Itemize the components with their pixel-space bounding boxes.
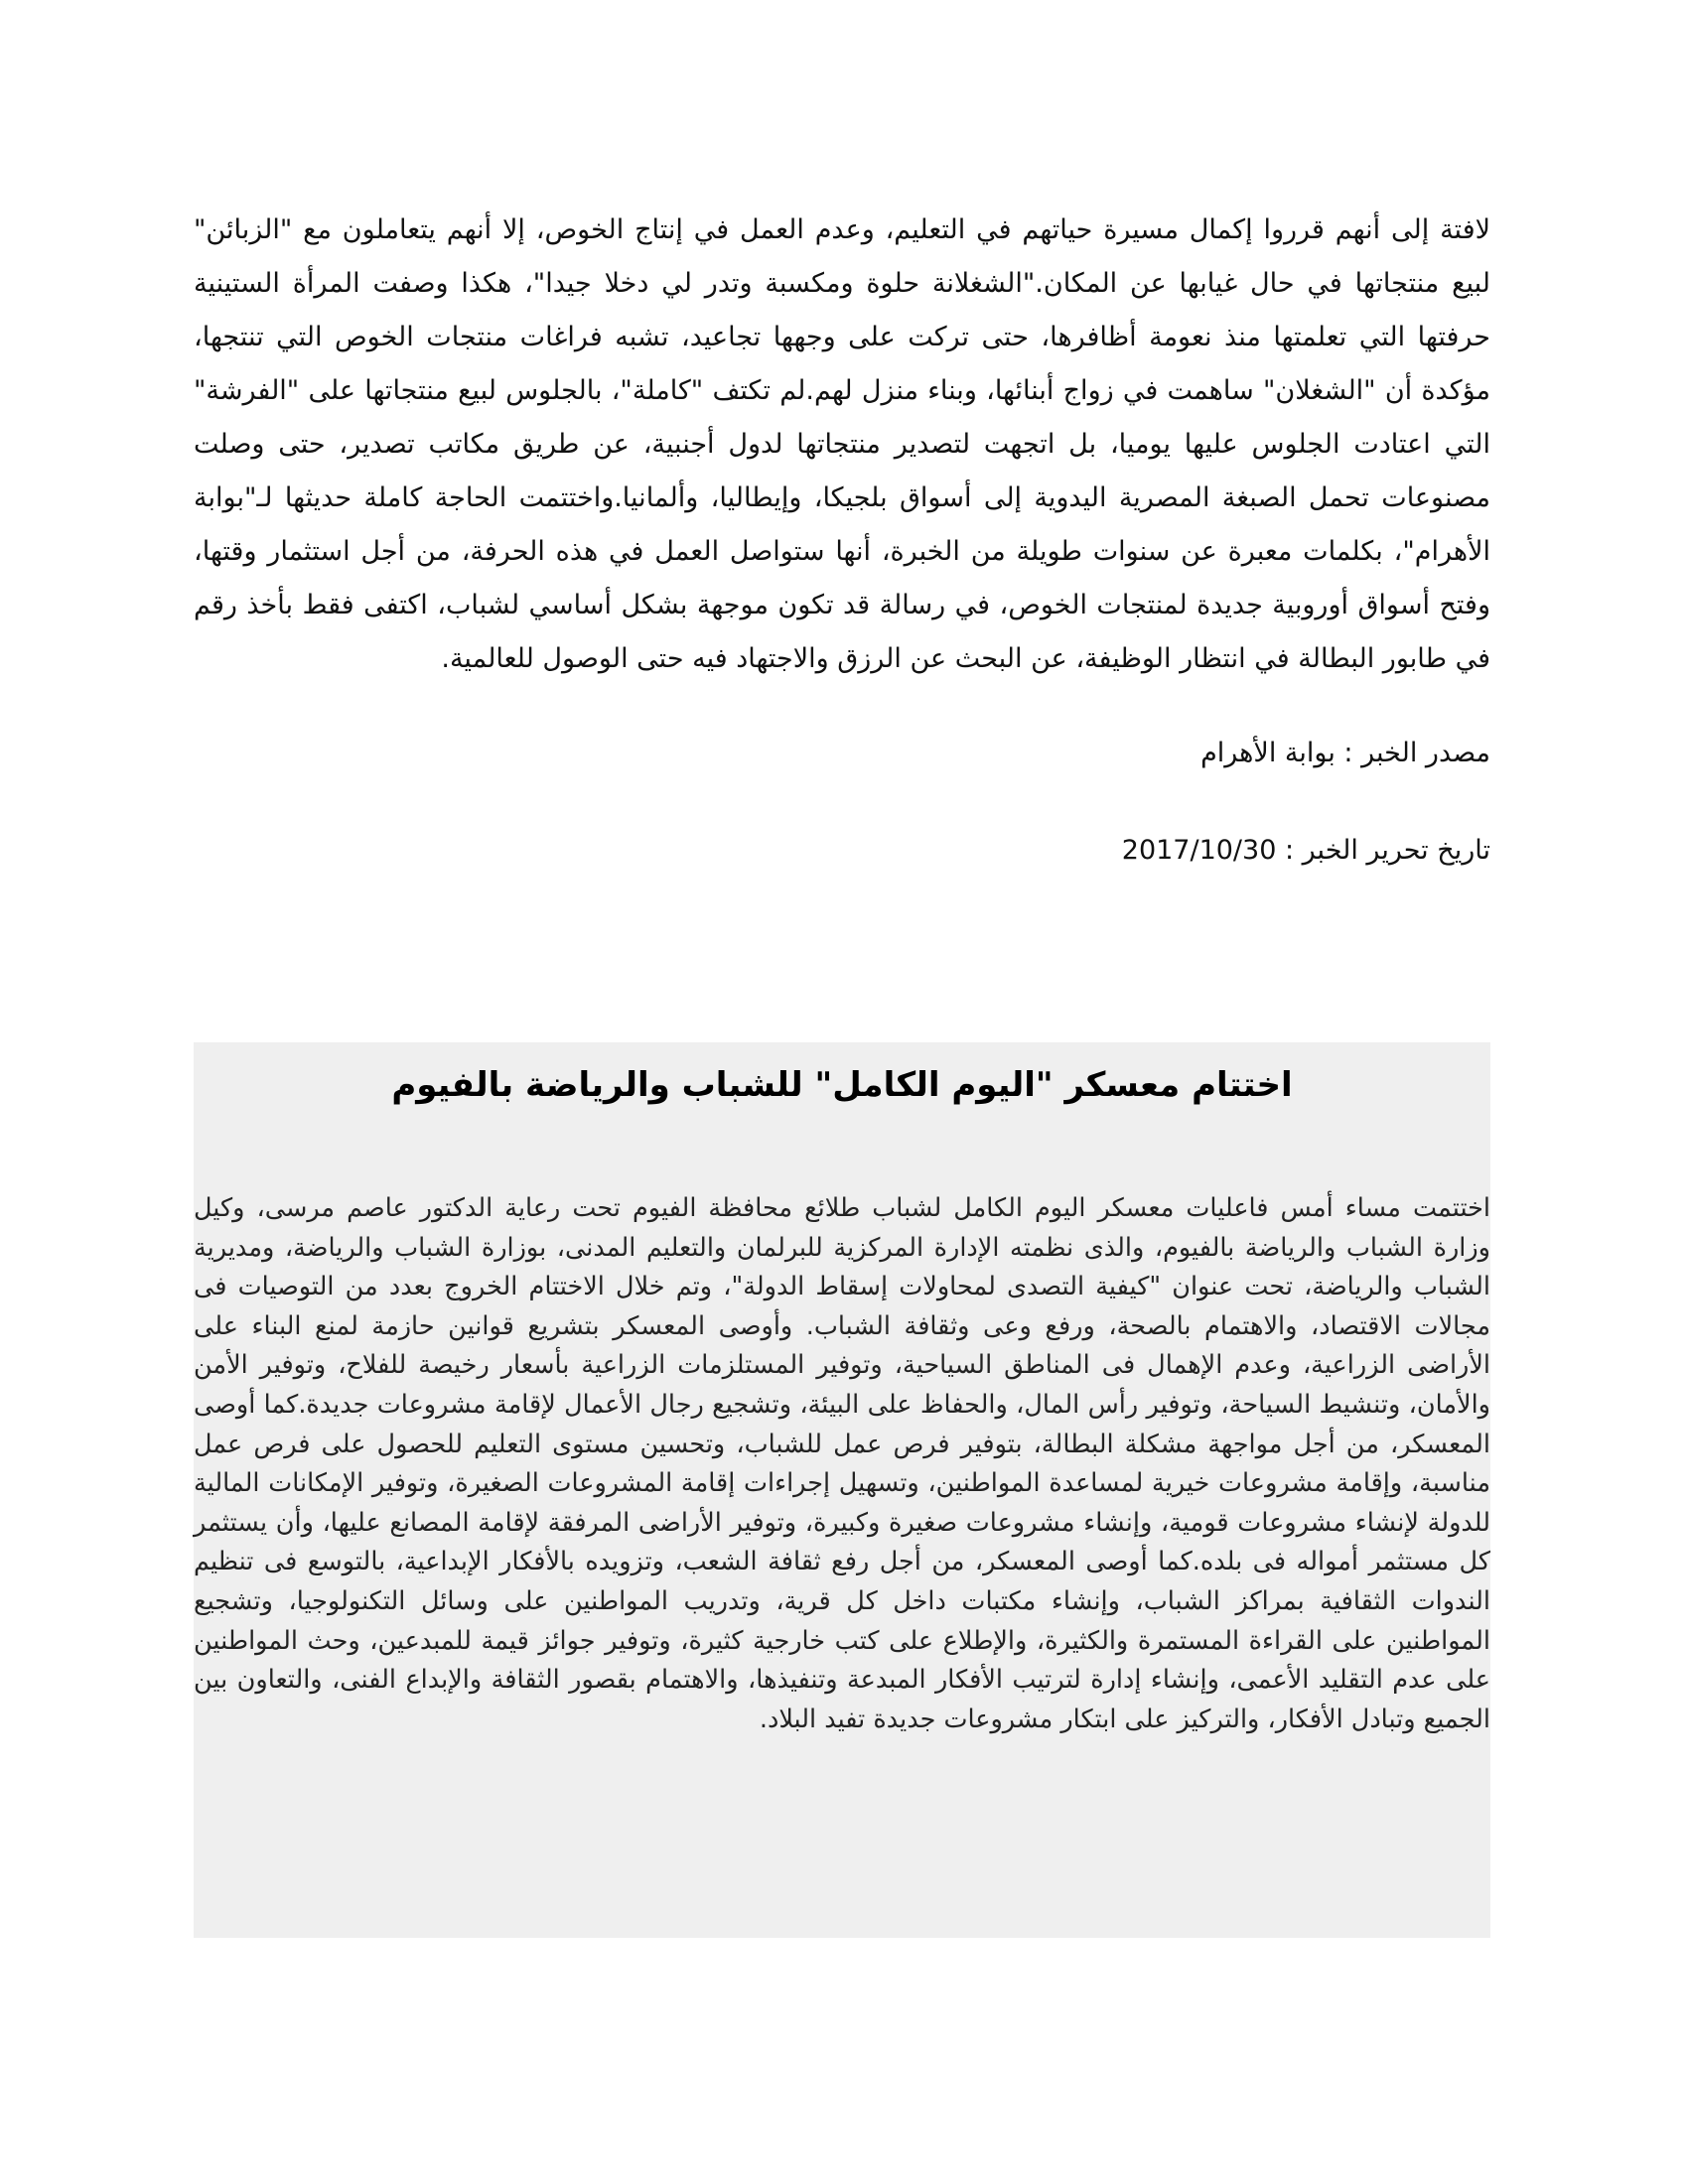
article-body-paragraph-2: اختتمت مساء أمس فاعليات معسكر اليوم الكامل لشباب طلائع محافظة الفيوم تحت رعاية الدكتور عاصم مرسى، وكيل وزارة الشباب والرياضة بالفيوم، والذى نظمته الإدارة المركزية للبرلمان والتعليم المدنى، بوزارة الشباب والرياضة، ومديرية الشباب والرياضة، تحت عنوان "كيفية التصدى لمحاولات إسقاط الدولة"، وتم خلال الاختتام الخروج بعدد من التوصيات فى مجالات الاقتصاد، والاهتمام بالصحة، ورفع وعى وثقافة الشباب. وأوصى المعسكر بتشريع قوانين حازمة لمنع البناء على الأراضى الزراعية، وعدم الإهمال فى المناطق السياحية، وتوفير المستلزمات الزراعية بأسعار رخيصة للفلاح، وتوفير الأمن والأمان، وتنشيط السياحة، وتوفير رأس المال، والحفاظ على البيئة، وتشجيع رجال الأعمال لإقامة مشروعات جديدة.كما أوصى المعسكر، من أجل مواجهة مشكلة البطالة، بتوفير فرص عمل للشباب، وتحسين مستوى التعليم للحصول على فرص عمل مناسبة، وإقامة مشروعات خيرية لمساعدة المواطنين، وتسهيل إجراءات إقامة المشروعات الصغيرة، وتوفير الإمكانات المالية للدولة لإنشاء مشروعات قومية، وإنشاء مشروعات صغيرة وكبيرة، وتوفير الأراضى المرفقة لإقامة المصانع عليها، وأن يستثمر كل مستثمر أمواله فى بلده.كما أوصى المعسكر، من أجل رفع ثقافة الشعب، وتزويده بالأفكار الإبداعية، بالتوسع فى تنظيم الندوات الثقافية بمراكز الشباب، وإنشاء مكتبات داخل كل قرية، وتدريب المواطنين على وسائل التكنولوجيا، وتشجيع المواطنين على القراءة المستمرة والكثيرة، والإطلاع على كتب خارجية كثيرة، وتوفير جوائز قيمة للمبدعين، وحث المواطنين على عدم التقليد الأعمى، وإنشاء إدارة لترتيب الأفكار المبدعة وتنفيذها، والاهتمام بقصور الثقافة والإبداع الفنى، والتعاون بين الجميع وتبادل الأفكار، والتركيز على ابتكار مشروعات جديدة تفيد البلاد. — [194, 1193, 1490, 1734]
news-source-line: مصدر الخبر : بوابة الأهرام — [1200, 738, 1490, 768]
article-body-paragraph: لافتة إلى أنهم قرروا إكمال مسيرة حياتهم في التعليم، وعدم العمل في إنتاج الخوص، إلا أنهم يتعاملون مع "الزبائن" لبيع منتجاتها في حال غيابها عن المكان."الشغلانة حلوة ومكسبة وتدر لي دخلا جيدا"، هكذا وصفت المرأة الستينية حرفتها التي تعلمتها منذ نعومة أظافرها، حتى تركت على وجهها تجاعيد، تشبه فراغات منتجات الخوص التي تنتجها، مؤكدة أن "الشغلان" ساهمت في زواج أبنائها، وبناء منزل لهم.لم تكتف "كاملة"، بالجلوس لبيع منتجاتها على "الفرشة" التي اعتادت الجلوس عليها يوميا، بل اتجهت لتصدير منتجاتها لدول أجنبية، عن طريق مكاتب تصدير، حتى وصلت مصنوعات تحمل الصبغة المصرية اليدوية إلى أسواق بلجيكا، وإيطاليا، وألمانيا.واختتمت الحاجة كاملة حديثها لـ"بوابة الأهرام"، بكلمات معبرة عن سنوات طويلة من الخبرة، أنها ستواصل العمل في هذه الحرفة، من أجل استثمار وقتها، وفتح أسواق أوروبية جديدة لمنتجات الخوص، في رسالة قد تكون موجهة بشكل أساسي لشباب، اكتفى فقط بأخذ رقم في طابور البطالة في انتظار الوظيفة، عن البحث عن الرزق والاجتهاد فيه حتى الوصول للعالمية. — [194, 214, 1490, 674]
article-headline: اختتام معسكر "اليوم الكامل" للشباب والرياضة بالفيوم — [391, 1065, 1293, 1105]
article-block — [194, 1042, 1490, 1938]
document-page — [194, 204, 1490, 1990]
news-date-line: تاريخ تحرير الخبر : 2017/10/30 — [1121, 835, 1490, 866]
